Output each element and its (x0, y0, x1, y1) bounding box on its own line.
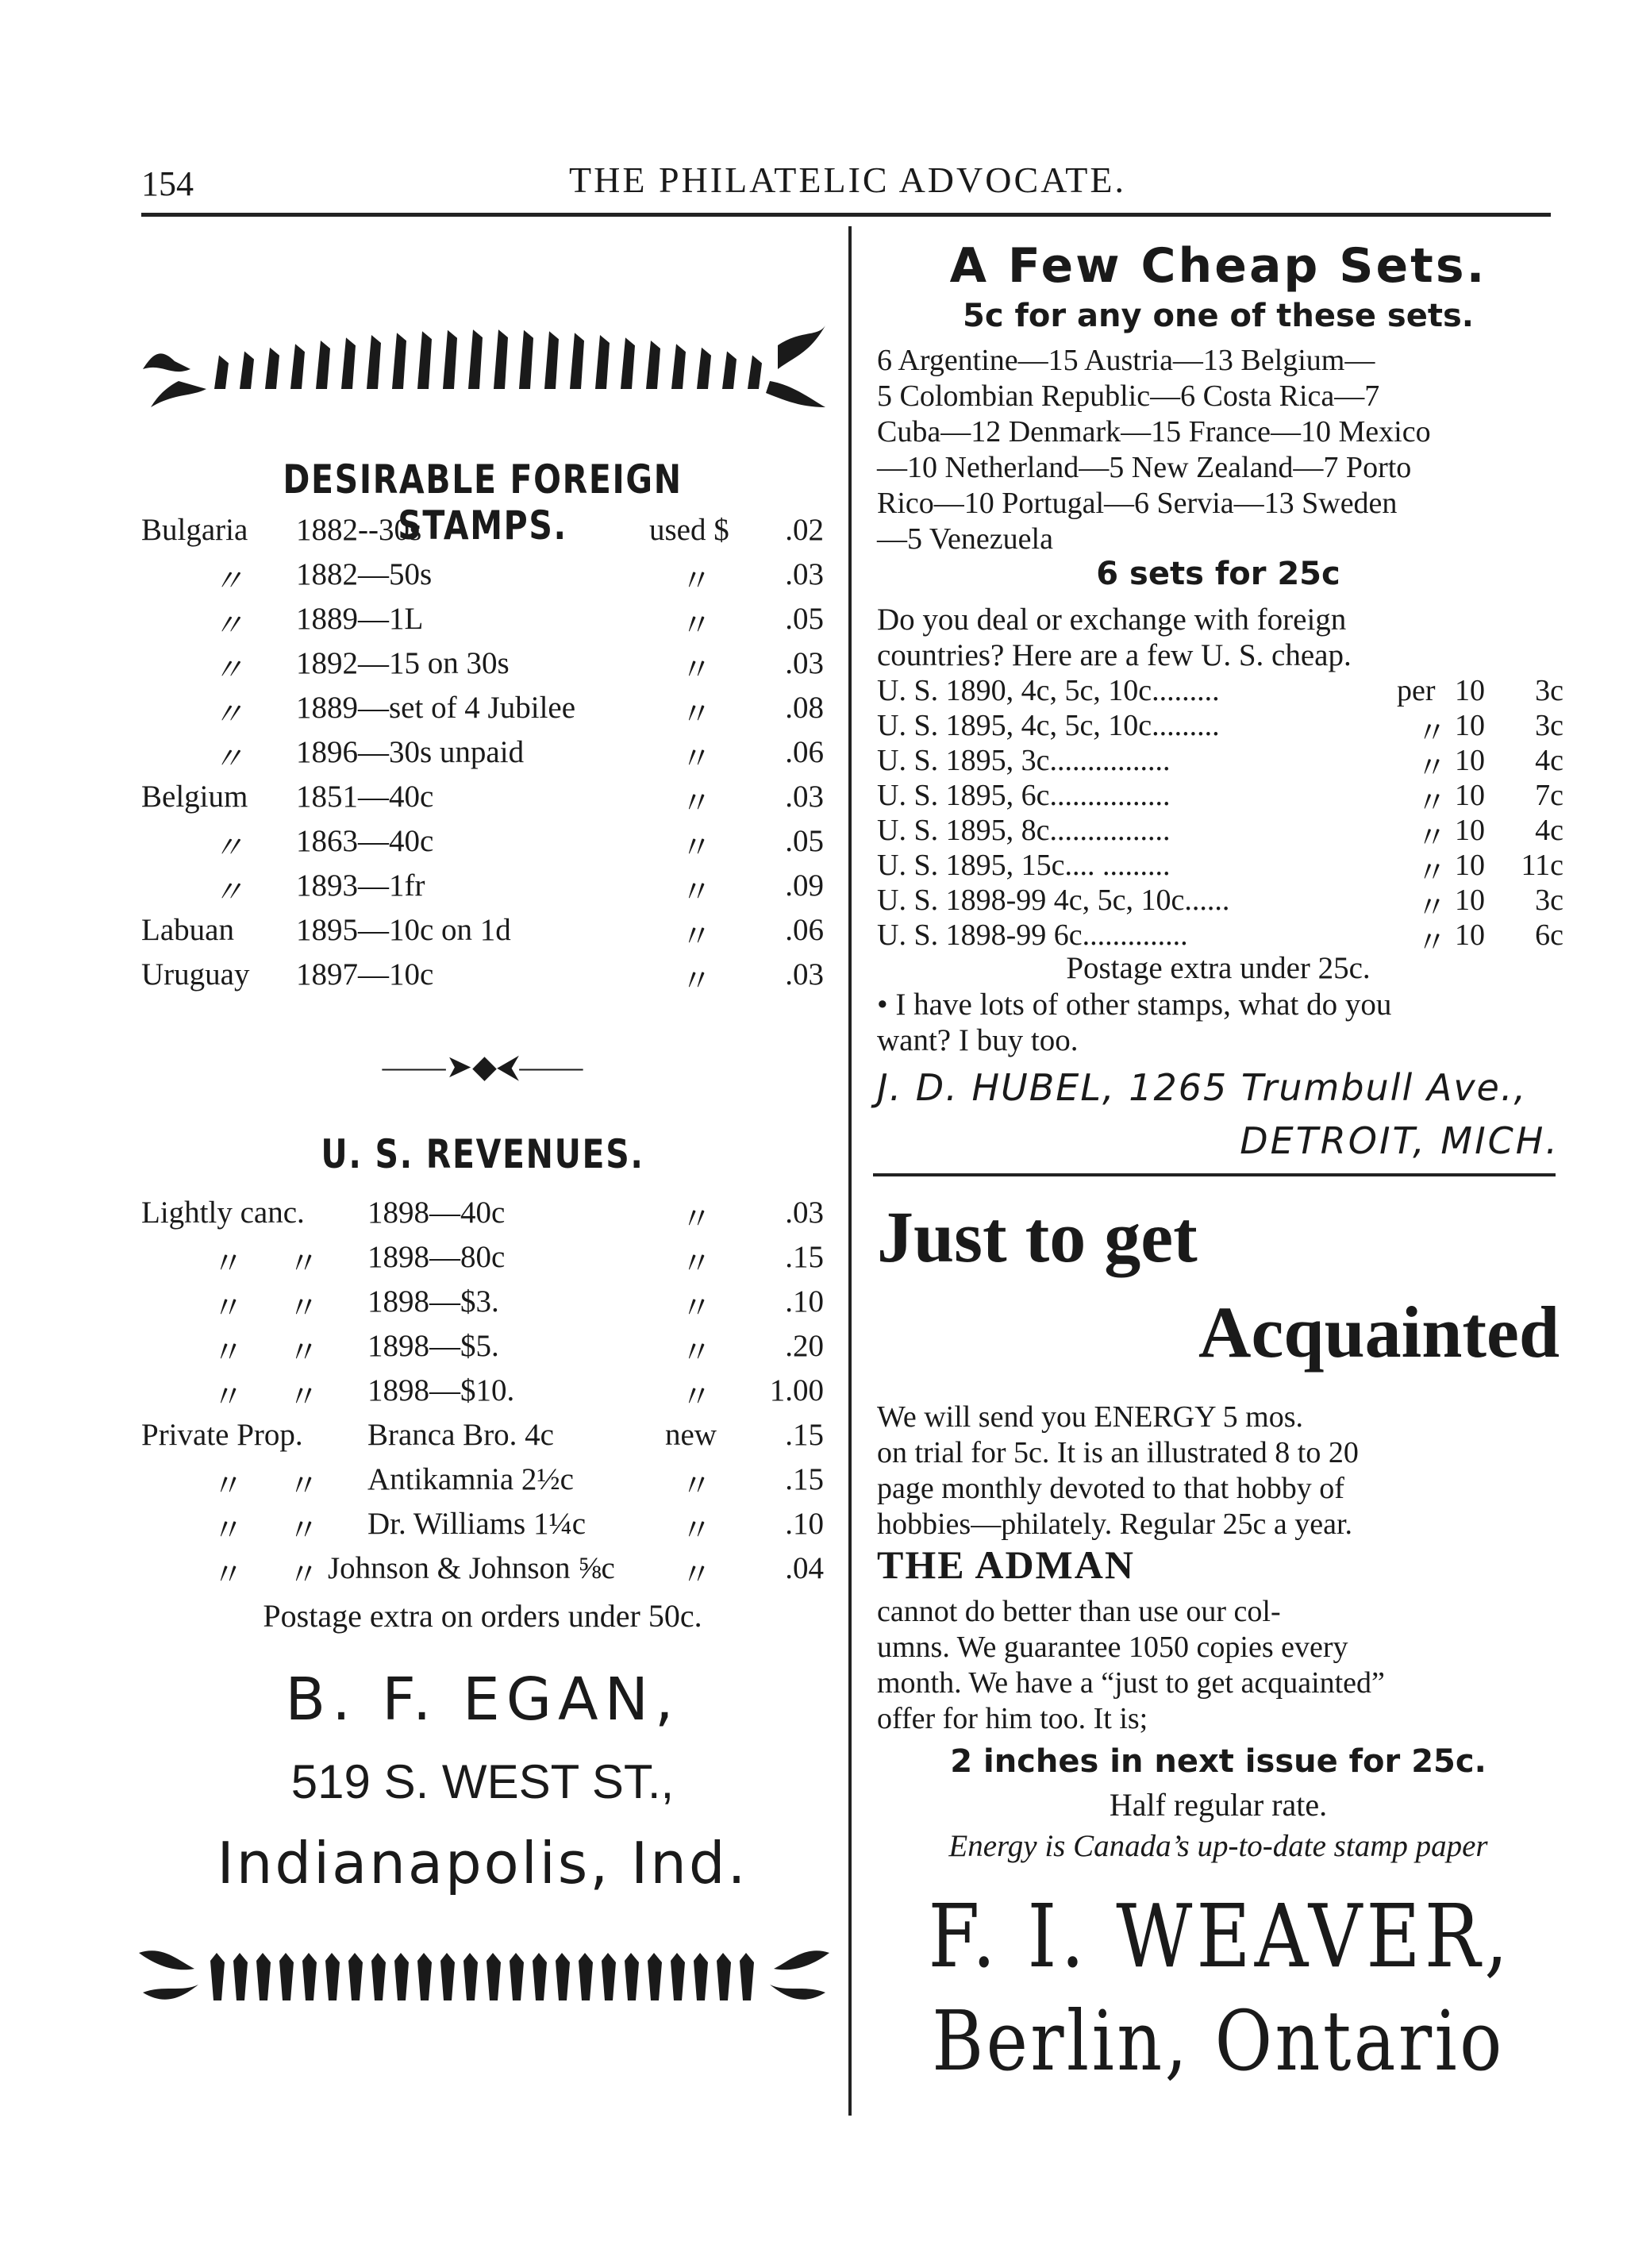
ornament-spike (556, 1953, 570, 2000)
section-divider: ——➤◆⮜—— (382, 1049, 583, 1084)
item-cell: 1898—$5. (367, 1329, 499, 1363)
price-cell: .06 (785, 735, 824, 769)
ornament-spike (233, 1953, 248, 2000)
table-row (877, 673, 1563, 709)
ornament-spike (325, 1953, 340, 2000)
ornament-spike (533, 1953, 547, 2000)
country-cell: 〃 (213, 876, 244, 910)
ornament-spike (463, 1953, 478, 2000)
ornament-spike (348, 1953, 363, 2000)
ornament-spike (214, 356, 229, 389)
subcategory-cell: 〃 (288, 1514, 320, 1548)
category-cell: 〃 (213, 1514, 244, 1548)
ornament-spike (579, 1953, 593, 2000)
condition-cell: 〃 (681, 831, 713, 865)
unit-cell: 〃 (1417, 752, 1448, 785)
category-cell: Private Prop. (141, 1418, 303, 1452)
ad-divider (873, 1173, 1556, 1176)
table-row (141, 912, 824, 956)
table-row (141, 645, 824, 689)
qty-cell: 10 (1455, 779, 1485, 812)
subcategory-cell: 〃 (288, 1558, 320, 1592)
table-row (141, 1195, 824, 1238)
country-cell: 〃 (213, 564, 244, 599)
text-line: 5 Colombian Republic—6 Costa Rica—7 (877, 379, 1380, 413)
ornament-spike (510, 1953, 524, 2000)
country-cell: 〃 (213, 653, 244, 687)
issue-cell: 1892—15 on 30s (296, 646, 510, 680)
ornament-spike (371, 1953, 386, 2000)
table-row (877, 883, 1563, 925)
table-row (877, 918, 1563, 960)
price-cell: .04 (785, 1551, 824, 1585)
item-cell: 1898—$10. (367, 1373, 515, 1407)
ornament-spike (265, 348, 279, 389)
condition-cell: 〃 (681, 787, 713, 821)
item-cell: 1898—40c (367, 1196, 506, 1230)
ornament-spike (494, 329, 508, 389)
dealer-street: 519 S. WEST ST., (290, 1755, 675, 1808)
category-cell: 〃 (213, 1292, 244, 1326)
table-row (141, 868, 824, 911)
postage-extra: Postage extra under 25c. (1066, 951, 1371, 985)
price-cell: 3c (1535, 674, 1563, 707)
ornament-spike (341, 337, 356, 389)
table-row (141, 512, 824, 556)
country-cell: 〃 (213, 609, 244, 643)
qty-cell: 10 (1455, 849, 1485, 882)
table-row (877, 813, 1563, 855)
ornament-spike (570, 333, 584, 389)
text-line: on trial for 5c. It is an illustrated 8 to 20 (877, 1436, 1359, 1469)
issue-cell: 1895—10c on 1d (296, 913, 511, 947)
price-cell: .06 (785, 913, 824, 947)
ornament-spike (210, 1953, 225, 2000)
category-cell: Lightly canc. (141, 1196, 305, 1230)
price-cell: .05 (785, 824, 824, 858)
price-cell: 11c (1521, 849, 1563, 882)
issue-cell: 1863—40c (296, 824, 434, 858)
ornament-spike (697, 348, 711, 389)
ornament-spike (392, 333, 406, 389)
price-cell: .02 (785, 513, 824, 547)
text-line: Rico—10 Portugal—6 Servia—13 Sweden (877, 487, 1398, 520)
table-row (141, 601, 824, 645)
item-cell: U. S. 1895, 3c................ (877, 744, 1171, 777)
ornament-spike (621, 337, 635, 389)
subcategory-cell: 〃 (288, 1336, 320, 1370)
ornament-spike (417, 331, 432, 389)
text-line: want? I buy too. (877, 1023, 1079, 1057)
item-cell: U. S. 1898-99 6c.............. (877, 918, 1188, 952)
foreign-stamps-heading: DESIRABLE FOREIGN STAMPS. (283, 456, 683, 549)
table-row (877, 708, 1563, 750)
table-row (141, 1506, 824, 1550)
subcategory-cell: 〃 (288, 1380, 320, 1415)
condition-cell: 〃 (681, 1514, 713, 1548)
item-cell: U. S. 1890, 4c, 5c, 10c......... (877, 674, 1220, 707)
price-cell: .03 (785, 1196, 824, 1230)
ornament-spike (316, 341, 330, 389)
energy-tagline: Energy is Canada’s up-to-date stamp paper (948, 1829, 1488, 1863)
ornament-spike (256, 1953, 271, 2000)
table-row (141, 1550, 824, 1594)
cheap-sets-subtitle: 5c for any one of these sets. (963, 298, 1474, 334)
unit-cell: 〃 (1417, 717, 1448, 750)
ornament-spike (625, 1953, 639, 2000)
category-cell: 〃 (213, 1380, 244, 1415)
text-line: page monthly devoted to that hobby of (877, 1472, 1344, 1505)
cheap-sets-title: A Few Cheap Sets. (949, 238, 1487, 294)
ornament-spike (595, 335, 610, 389)
condition-cell: 〃 (681, 698, 713, 732)
text-line: umns. We guarantee 1050 copies every (877, 1631, 1348, 1664)
price-cell: .03 (785, 780, 824, 814)
ornament-top (143, 314, 825, 409)
condition-cell: 〃 (681, 742, 713, 776)
ornament-spike (671, 344, 686, 389)
item-cell: U. S. 1895, 6c................ (877, 779, 1171, 812)
table-row (141, 823, 824, 867)
qty-cell: 10 (1455, 918, 1485, 952)
condition-cell: 〃 (681, 965, 713, 999)
condition-cell: 〃 (681, 1247, 713, 1281)
ornament-spike (290, 344, 305, 389)
qty-cell: 10 (1455, 814, 1485, 847)
unit-cell: 〃 (1417, 891, 1448, 925)
condition-cell: 〃 (681, 1336, 713, 1370)
table-row (141, 1328, 824, 1372)
ornament-spike (487, 1953, 501, 2000)
table-row (141, 556, 824, 600)
item-cell: U. S. 1895, 15c.... ......... (877, 849, 1171, 882)
country-cell: 〃 (213, 742, 244, 776)
ornament-spike (443, 330, 457, 389)
column-rule (848, 226, 852, 2116)
item-cell: Dr. Williams 1¼c (367, 1507, 587, 1541)
ornament-spike (468, 329, 483, 389)
table-row (141, 957, 824, 1000)
condition-cell: 〃 (681, 1292, 713, 1326)
six-sets-offer: 6 sets for 25c (1096, 556, 1340, 592)
unit-cell: 〃 (1417, 822, 1448, 855)
price-cell: .15 (785, 1418, 824, 1452)
price-cell: .15 (785, 1462, 824, 1496)
just-to-get-headline: Just to get (877, 1196, 1198, 1277)
country-cell: Bulgaria (141, 513, 248, 547)
qty-cell: 10 (1455, 744, 1485, 777)
price-cell: 4c (1535, 814, 1563, 847)
table-row (877, 778, 1563, 820)
text-line: —10 Netherland—5 New Zealand—7 Porto (877, 451, 1412, 484)
dealer-name: B. F. EGAN, (285, 1665, 680, 1734)
price-cell: .08 (785, 691, 824, 725)
country-cell: 〃 (213, 831, 244, 865)
condition-cell: used $ (649, 513, 729, 547)
ornament-spike (740, 1953, 754, 2000)
ornament-spike (240, 352, 254, 389)
us-revenues-heading: U. S. REVENUES. (321, 1131, 644, 1177)
ornament-spike (671, 1953, 685, 2000)
ornament-spike (544, 331, 559, 389)
price-cell: 7c (1535, 779, 1563, 812)
ornament-spike (602, 1953, 616, 2000)
condition-cell: 〃 (681, 876, 713, 910)
table-row (877, 743, 1563, 785)
item-cell: U. S. 1895, 8c................ (877, 814, 1171, 847)
two-inches-offer: 2 inches in next issue for 25c. (950, 1743, 1487, 1780)
category-cell: 〃 (213, 1469, 244, 1504)
subcategory-cell: 〃 (288, 1292, 320, 1326)
text-line: • I have lots of other stamps, what do you (877, 988, 1392, 1022)
ornament-spike (694, 1953, 708, 2000)
table-row (877, 848, 1563, 890)
price-cell: .05 (785, 602, 824, 636)
unit-cell: 〃 (1417, 926, 1448, 960)
subcategory-cell: 〃 (288, 1247, 320, 1281)
price-cell: .10 (785, 1507, 824, 1541)
condition-cell: 〃 (681, 653, 713, 687)
price-cell: .10 (785, 1284, 824, 1319)
country-cell: Belgium (141, 780, 248, 814)
ornament-spike (394, 1953, 409, 2000)
item-cell: U. S. 1898-99 4c, 5c, 10c...... (877, 884, 1230, 917)
ornament-spike (440, 1953, 455, 2000)
ornament-spike (279, 1953, 294, 2000)
page-header (141, 159, 1554, 206)
qty-cell: 10 (1455, 709, 1485, 742)
text-line: offer for him too. It is; (877, 1702, 1148, 1735)
text-line: 6 Argentine—15 Austria—13 Belgium— (877, 344, 1375, 377)
condition-cell: new (665, 1418, 717, 1452)
ornament-spike (717, 1953, 731, 2000)
condition-cell: 〃 (681, 1380, 713, 1415)
item-cell: U. S. 1895, 4c, 5c, 10c......... (877, 709, 1220, 742)
price-cell: .09 (785, 868, 824, 903)
table-row (141, 1239, 824, 1283)
item-cell: 1898—80c (367, 1240, 506, 1274)
ornament-spike (302, 1953, 317, 2000)
price-cell: 4c (1535, 744, 1563, 777)
condition-cell: 〃 (681, 564, 713, 599)
item-cell: 1898—$3. (367, 1284, 499, 1319)
ornament-spike (722, 352, 737, 389)
text-line: hobbies—philately. Regular 25c a year. (877, 1508, 1353, 1541)
table-row (141, 1284, 824, 1327)
price-cell: .20 (785, 1329, 824, 1363)
weaver-name: F. I. WEAVER, (928, 1885, 1513, 1987)
unit-cell: 〃 (1417, 857, 1448, 890)
price-cell: .03 (785, 557, 824, 591)
ornament-spike (367, 335, 381, 389)
text-line: countries? Here are a few U. S. cheap. (877, 638, 1352, 672)
condition-cell: 〃 (681, 1203, 713, 1237)
weaver-city: Berlin, Ontario (932, 1993, 1505, 2089)
page-number: 154 (141, 164, 194, 203)
table-row (141, 1373, 824, 1416)
issue-cell: 1889—set of 4 Jubilee (296, 691, 576, 725)
price-cell: 3c (1535, 884, 1563, 917)
ornament-spike (648, 1953, 662, 2000)
hubel-address: J. D. HUBEL, 1265 Trumbull Ave., (877, 1066, 1528, 1109)
country-cell: 〃 (213, 698, 244, 732)
table-row (141, 1461, 824, 1505)
dealer-city: Indianapolis, Ind. (217, 1830, 748, 1896)
item-cell: Branca Bro. 4c (367, 1418, 554, 1452)
text-line: We will send you ENERGY 5 mos. (877, 1400, 1303, 1434)
half-rate: Half regular rate. (1109, 1787, 1328, 1823)
hubel-city: DETROIT, MICH. (1240, 1119, 1560, 1162)
issue-cell: 1896—30s unpaid (296, 735, 525, 769)
table-row (141, 779, 824, 822)
adman-heading: THE ADMAN (877, 1542, 1135, 1587)
ornament-spike (519, 330, 533, 389)
issue-cell: 1851—40c (296, 780, 434, 814)
category-cell: 〃 (213, 1336, 244, 1370)
condition-cell: 〃 (681, 1558, 713, 1592)
issue-cell: 1882--30s (296, 513, 422, 547)
item-cell: Antikamnia 2½c (367, 1462, 574, 1496)
price-cell: 1.00 (769, 1373, 824, 1407)
ornament-spike (646, 341, 660, 389)
country-cell: Uruguay (141, 957, 250, 992)
text-line: Cuba—12 Denmark—15 France—10 Mexico (877, 415, 1431, 449)
category-cell: 〃 (213, 1247, 244, 1281)
price-cell: .15 (785, 1240, 824, 1274)
table-row (141, 690, 824, 734)
condition-cell: 〃 (681, 609, 713, 643)
qty-cell: 10 (1455, 674, 1485, 707)
acquainted-headline: Acquainted (1198, 1292, 1560, 1373)
item-cell: Johnson & Johnson ⅝c (328, 1551, 615, 1585)
ornament-bottom (139, 1937, 829, 2024)
page-title: THE PHILATELIC ADVOCATE. (569, 160, 1126, 200)
price-cell: 3c (1535, 709, 1563, 742)
issue-cell: 1882—50s (296, 557, 433, 591)
table-row (141, 1417, 824, 1461)
unit-cell: 〃 (1417, 787, 1448, 820)
text-line: Do you deal or exchange with foreign (877, 603, 1347, 637)
header-rule (141, 213, 1551, 217)
issue-cell: 1897—10c (296, 957, 434, 992)
table-row (141, 734, 824, 778)
price-cell: 6c (1535, 918, 1563, 952)
unit-cell: per (1397, 674, 1436, 707)
condition-cell: 〃 (681, 920, 713, 954)
subcategory-cell: 〃 (288, 1469, 320, 1504)
condition-cell: 〃 (681, 1469, 713, 1504)
issue-cell: 1889—1L (296, 602, 424, 636)
price-cell: .03 (785, 957, 824, 992)
category-cell: 〃 (213, 1558, 244, 1592)
text-line: cannot do better than use our col- (877, 1595, 1281, 1628)
qty-cell: 10 (1455, 884, 1485, 917)
text-line: month. We have a “just to get acquainted” (877, 1666, 1385, 1700)
ornament-spike (748, 356, 762, 389)
ornament-spike (417, 1953, 432, 2000)
text-line: —5 Venezuela (877, 522, 1053, 556)
postage-note: Postage extra on orders under 50c. (263, 1598, 702, 1634)
price-cell: .03 (785, 646, 824, 680)
issue-cell: 1893—1fr (296, 868, 425, 903)
country-cell: Labuan (141, 913, 234, 947)
